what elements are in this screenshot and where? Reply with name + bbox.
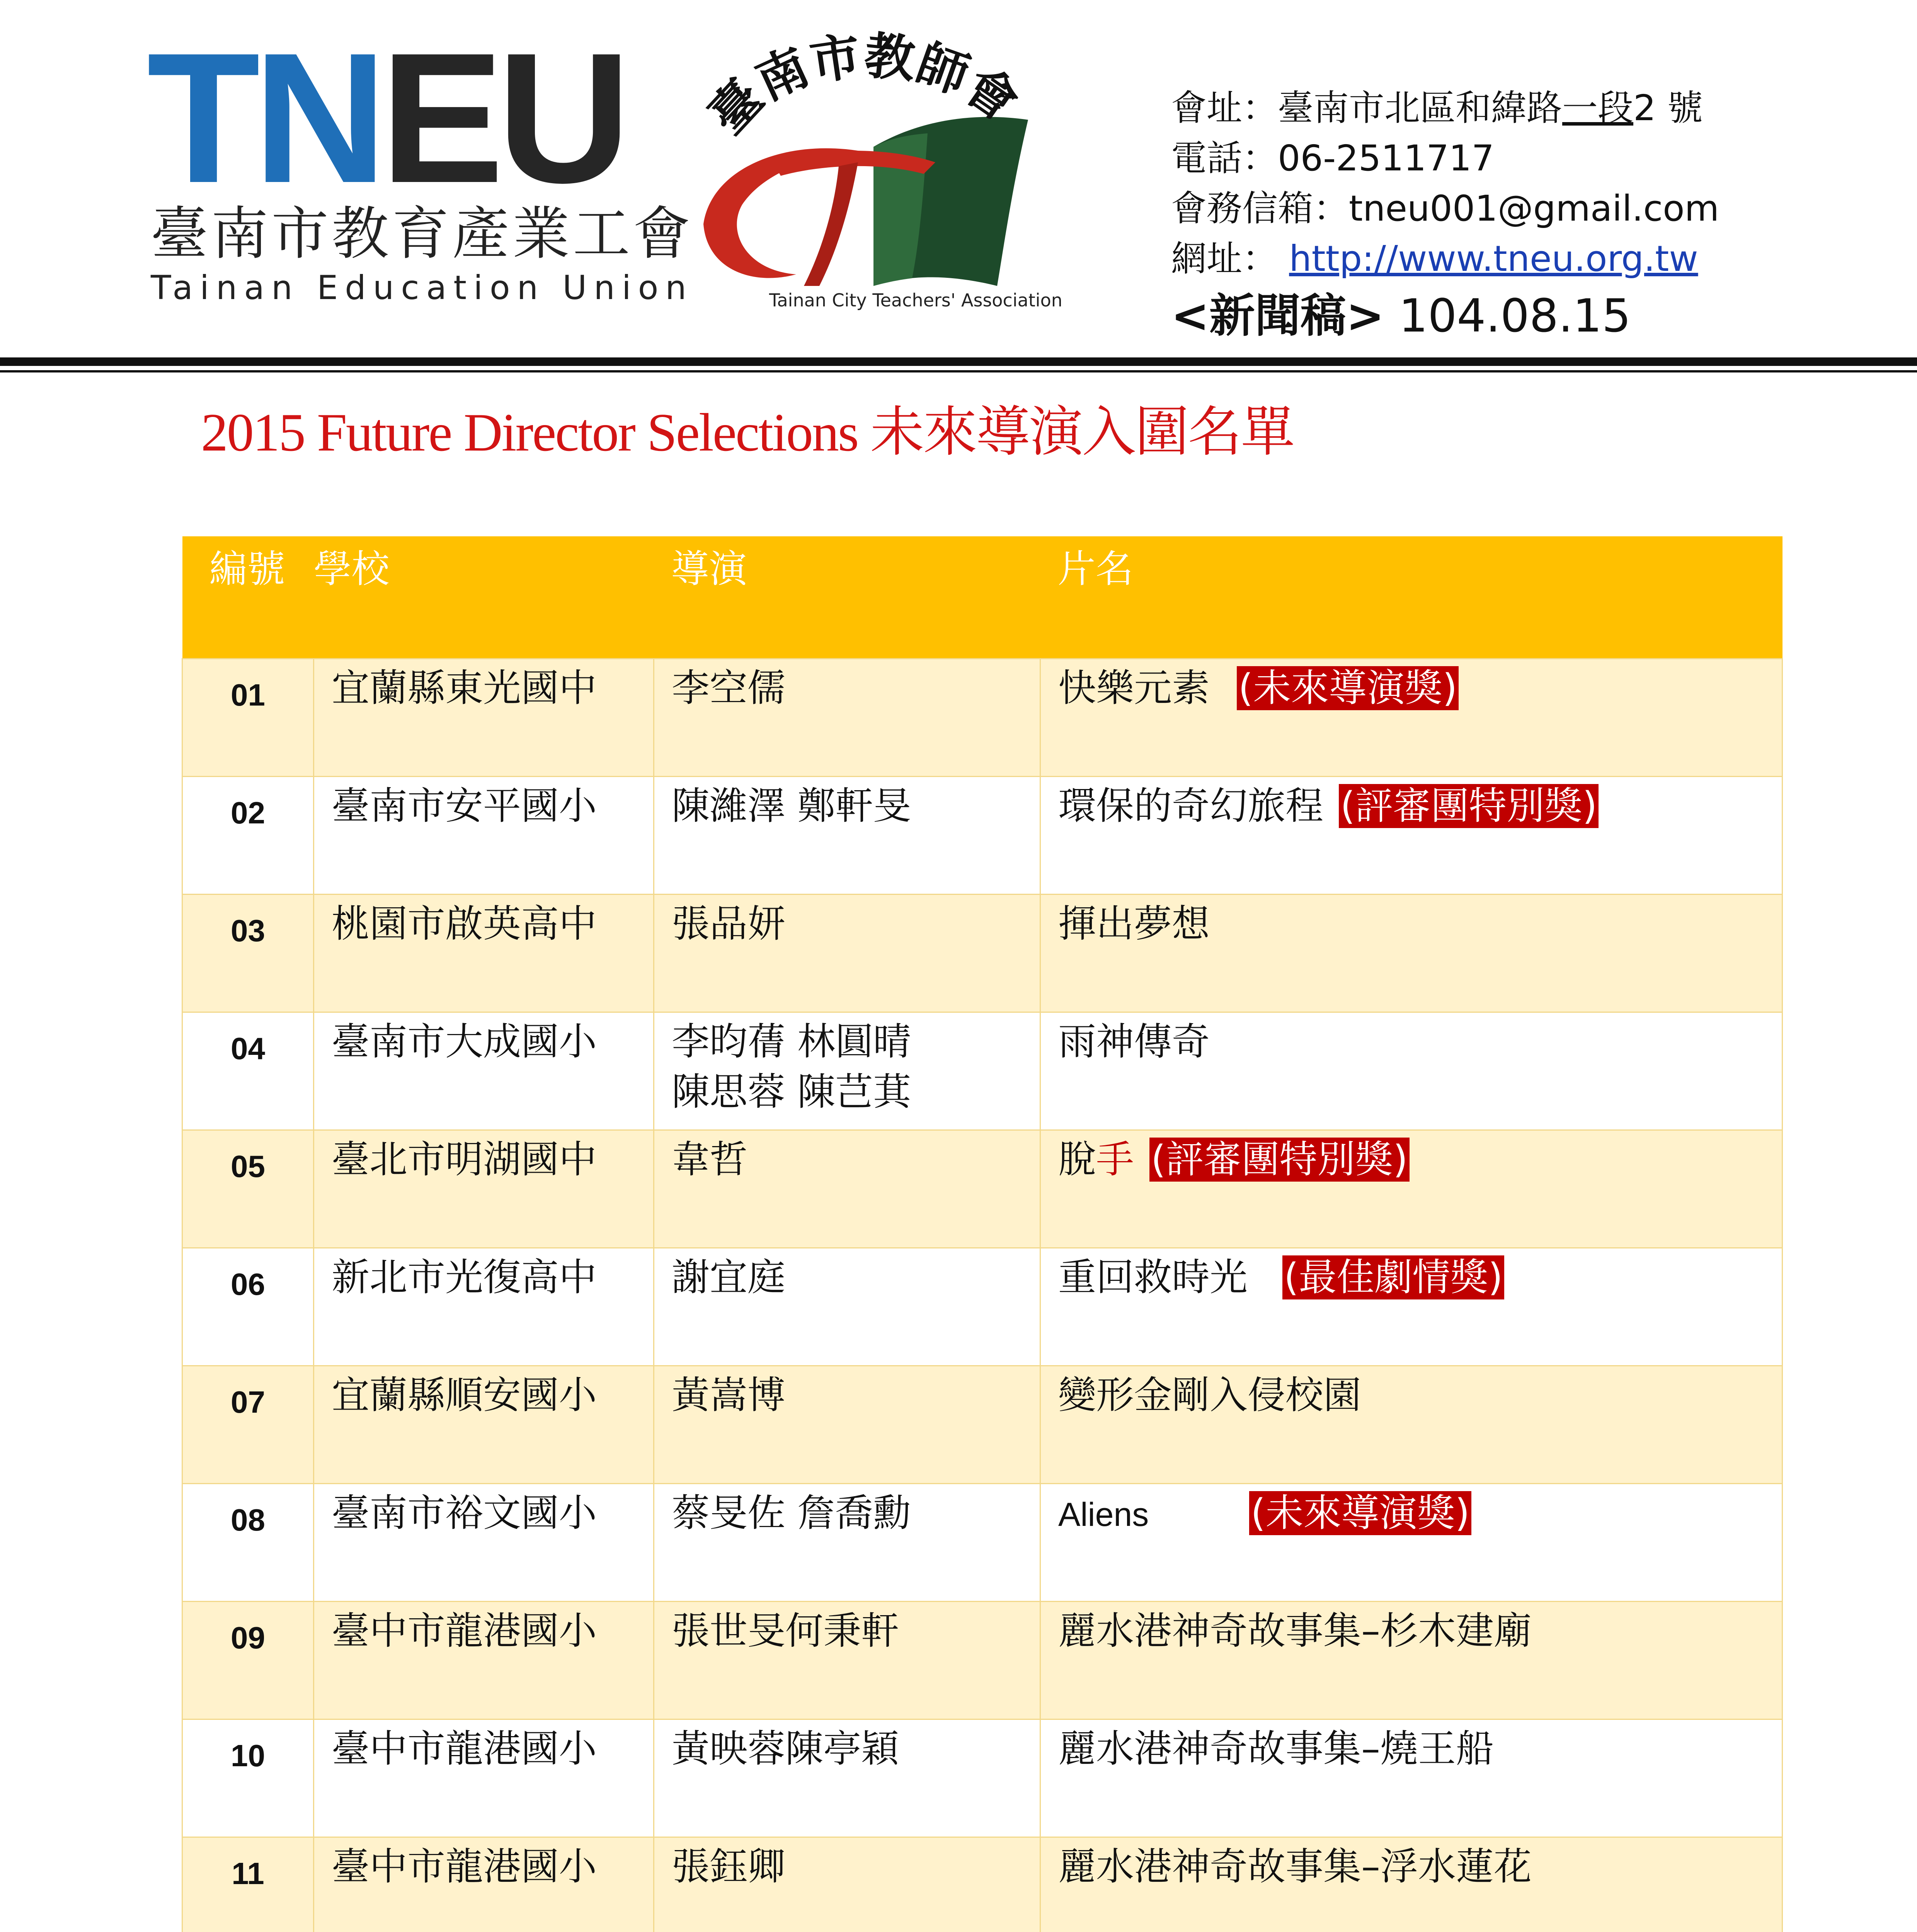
- press-release-line: <新聞稿> 104.08.15: [1171, 289, 1631, 342]
- tcta-name-zh: 臺南市教師會: [697, 26, 1029, 146]
- film-title: 變形金剛入侵校園: [1058, 1373, 1362, 1417]
- film-title: 麗水港神奇故事集–浮水蓮花: [1058, 1845, 1532, 1889]
- row-school: 臺南市安平國小: [314, 777, 654, 895]
- row-number: 09: [182, 1602, 314, 1719]
- row-number: 08: [182, 1484, 314, 1602]
- page-title: 2015 Future Director Selections 未來導演入圍名單: [201, 403, 1294, 463]
- row-director: [654, 1719, 1040, 1837]
- film-title: 環保的奇幻旅程: [1058, 784, 1324, 828]
- tneu-logo-mark: TNEU: [147, 14, 624, 221]
- row-director: [654, 1484, 1040, 1602]
- film-title: 揮出夢想: [1058, 902, 1210, 946]
- nominee-table: [182, 536, 1783, 1932]
- film-title: 麗水港神奇故事集–杉木建廟: [1058, 1609, 1532, 1653]
- row-school: 臺中市龍港國小: [314, 1837, 654, 1932]
- award-badge: (未來導演獎): [1237, 666, 1459, 710]
- row-film: [1040, 1484, 1783, 1602]
- address-line: 會址：臺南市北區和緯路一段2 號: [1171, 87, 1703, 129]
- table-row: [182, 1719, 1783, 1837]
- film-title: Aliens: [1058, 1496, 1149, 1533]
- director-names: 張品妍: [672, 902, 786, 946]
- row-school: 宜蘭縣順安國小: [314, 1366, 654, 1484]
- header-num: 編號: [182, 536, 314, 659]
- table-row: [182, 777, 1783, 895]
- director-names: 韋哲: [672, 1138, 748, 1182]
- table-row: [182, 1484, 1783, 1602]
- table-header-row: [182, 536, 1783, 659]
- table-row: [182, 1602, 1783, 1719]
- row-school: 臺南市大成國小: [314, 1012, 654, 1130]
- table-row: [182, 1248, 1783, 1366]
- website-link[interactable]: http://www.tneu.org.tw: [1289, 238, 1698, 279]
- row-director: [654, 1130, 1040, 1248]
- row-film: [1040, 1366, 1783, 1484]
- row-director: [654, 895, 1040, 1012]
- tneu-name-zh: 臺南市教育產業工會: [151, 201, 693, 267]
- header-school: 學校: [314, 536, 654, 659]
- table-row: [182, 1366, 1783, 1484]
- row-director: [654, 1366, 1040, 1484]
- director-names: 李空儒: [672, 666, 786, 710]
- table-body: [182, 659, 1783, 1932]
- row-school: 臺北市明湖國中: [314, 1130, 654, 1248]
- row-number: 05: [182, 1130, 314, 1248]
- row-film: [1040, 1012, 1783, 1130]
- row-school: 臺南市裕文國小: [314, 1484, 654, 1602]
- tcta-emblem-icon: [657, 23, 1082, 317]
- contact-block: [1171, 83, 1886, 347]
- director-names: 張世旻何秉軒: [672, 1609, 899, 1653]
- director-names: 黃映蓉陳亭穎: [672, 1727, 899, 1771]
- director-names: 謝宜庭: [672, 1255, 786, 1299]
- row-film: [1040, 1719, 1783, 1837]
- row-director: [654, 1602, 1040, 1719]
- director-names: 張鈺卿: [672, 1845, 786, 1889]
- row-director: [654, 1837, 1040, 1932]
- header-director: 導演: [654, 536, 1040, 659]
- tneu-logo: [147, 14, 693, 311]
- row-director: [654, 1248, 1040, 1366]
- row-director: [654, 777, 1040, 895]
- table-row: [182, 659, 1783, 777]
- row-director: [654, 1012, 1040, 1130]
- row-school: 宜蘭縣東光國中: [314, 659, 654, 777]
- header-divider-thin: [0, 370, 1917, 372]
- row-number: 07: [182, 1366, 314, 1484]
- row-number: 04: [182, 1012, 314, 1130]
- table-row: [182, 895, 1783, 1012]
- award-badge: (評審團特別獎): [1149, 1138, 1409, 1182]
- row-number: 10: [182, 1719, 314, 1837]
- row-number: 11: [182, 1837, 314, 1932]
- tcta-logo: [657, 23, 1082, 332]
- header-divider: [0, 357, 1917, 366]
- award-badge: (未來導演獎): [1249, 1491, 1471, 1535]
- table-row: [182, 1130, 1783, 1248]
- row-school: 臺中市龍港國小: [314, 1602, 654, 1719]
- film-title: 重回救時光: [1058, 1255, 1248, 1299]
- film-title: 快樂元素: [1058, 666, 1210, 710]
- row-number: 06: [182, 1248, 314, 1366]
- table-row: [182, 1837, 1783, 1932]
- film-title-red: 手: [1096, 1138, 1134, 1182]
- email-line: 會務信箱：tneu001@gmail.com: [1171, 188, 1720, 229]
- website-line: 網址： http://www.tneu.org.tw: [1171, 238, 1698, 279]
- phone-line: 電話：06-2511717: [1171, 138, 1494, 179]
- row-school: 新北市光復高中: [314, 1248, 654, 1366]
- director-names: 陳濰澤 鄭軒旻: [672, 784, 911, 828]
- row-film: [1040, 1130, 1783, 1248]
- header-film: 片名: [1040, 536, 1783, 659]
- row-number: 02: [182, 777, 314, 895]
- row-film: [1040, 1602, 1783, 1719]
- tneu-name-en: Tainan Education Union: [151, 269, 693, 307]
- row-director: [654, 659, 1040, 777]
- award-badge: (最佳劇情獎): [1282, 1255, 1504, 1299]
- director-names-2: 陳思蓉 陳芑萁: [672, 1070, 911, 1114]
- award-badge: (評審團特別獎): [1339, 784, 1599, 828]
- row-film: [1040, 1837, 1783, 1932]
- row-film: [1040, 777, 1783, 895]
- film-title: 脫: [1058, 1138, 1096, 1182]
- row-film: [1040, 1248, 1783, 1366]
- table-row: [182, 1012, 1783, 1130]
- tcta-name-en: Tainan City Teachers' Association: [769, 290, 1062, 311]
- row-film: [1040, 895, 1783, 1012]
- row-number: 01: [182, 659, 314, 777]
- row-number: 03: [182, 895, 314, 1012]
- row-school: 臺中市龍港國小: [314, 1719, 654, 1837]
- film-title: 麗水港神奇故事集–燒王船: [1058, 1727, 1494, 1771]
- director-names: 黃嵩博: [672, 1373, 786, 1417]
- director-names: 李昀蒨 林圓晴: [672, 1020, 911, 1064]
- row-film: [1040, 659, 1783, 777]
- film-title: 雨神傳奇: [1058, 1020, 1210, 1064]
- row-school: 桃園市啟英高中: [314, 895, 654, 1012]
- director-names: 蔡旻佐 詹喬勳: [672, 1491, 911, 1535]
